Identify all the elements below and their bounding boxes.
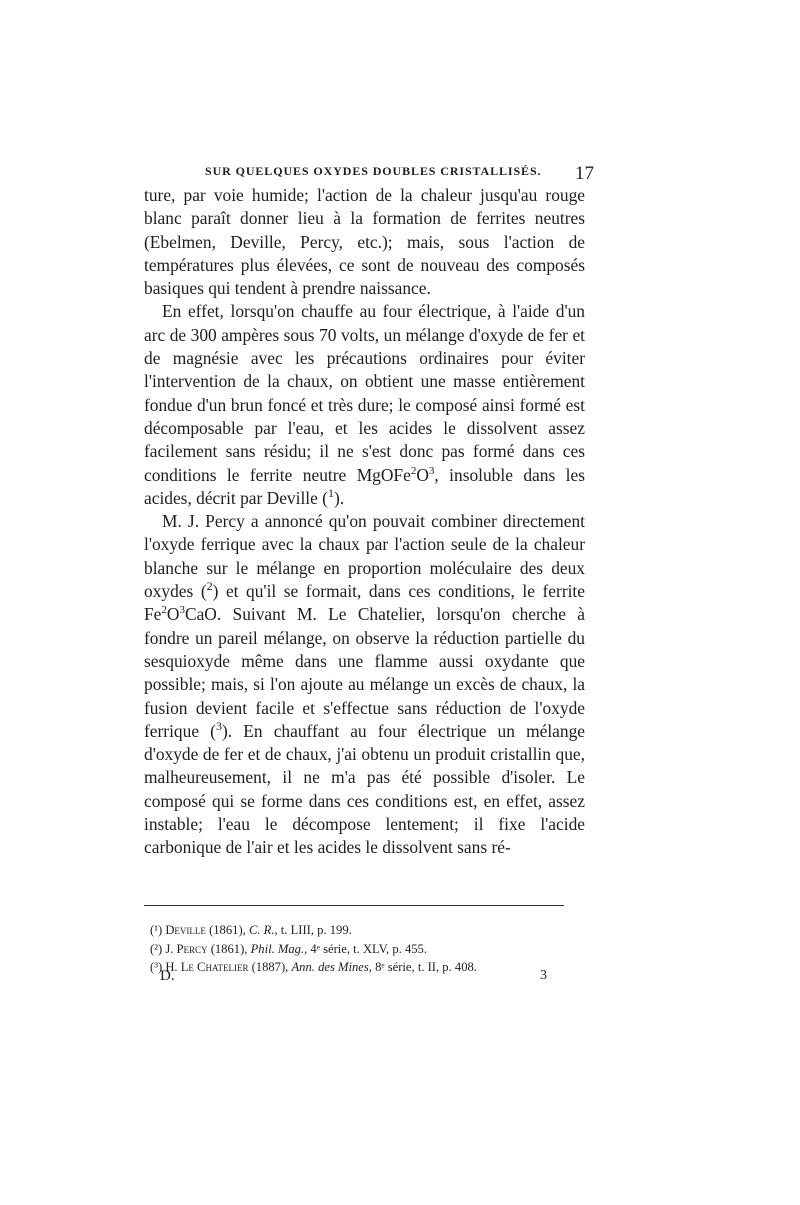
page-number: 17 — [575, 163, 594, 184]
footnote-ref-b: , 4ᵉ série, t. XLV, p. 455. — [304, 941, 427, 956]
body-text — [144, 184, 585, 860]
footnote-journal: Ann. des Mines — [291, 960, 369, 974]
sheet-number: 3 — [540, 968, 547, 983]
paragraph-2 — [144, 300, 585, 510]
footnote-author: H. Le Chatelier — [165, 960, 249, 974]
footnote-ref-a: (1887), — [248, 960, 292, 974]
footnote-ref-a: (1861), — [207, 941, 251, 956]
paragraph-3-text-a: M. J. Percy a annoncé qu'on pouvait combiner directement l'oxyde ferrique avec la chaux par l'action seule de la chaleur blanche sur le mélange en proportion moléculaire des deux oxydes ( — [144, 511, 585, 602]
paragraph-3 — [144, 510, 585, 859]
footnote-ref-b: , t. LIII, p. 199. — [274, 923, 352, 937]
paragraph-3-text-c: O — [166, 604, 180, 625]
paragraph-2-text-d: ). — [333, 487, 345, 508]
footnote-3 — [150, 958, 590, 977]
footnote-mark: (³) — [150, 960, 163, 974]
footnote-1 — [150, 921, 590, 940]
paragraph-3-text-e: ). En chauffant au four électrique un mélange d'oxyde de fer et de chaux, j'ai obtenu un produit cristallin que, malheureusement, il ne m'a pas été possible d'isoler. Le composé qui se forme dans ces conditions est, en effet, assez instable; l'eau le décompose lentement; il fixe l'acide carbonique de l'air et les acides le dissolvent sans ré- — [144, 720, 585, 858]
paragraph-2-text-a: En effet, lorsqu'on chauffe au four électrique, à l'aide d'un arc de 300 ampères sous 70 volts, un mélange d'oxyde de fer et de magnésie avec les précautions ordinaires pour éviter l'intervention de la chaux, on obtient une masse entièrement fondue d'un brun foncé et très dure; le composé ainsi formé est décomposable par l'eau, et les acides le dissolvent assez facilement sans résidu; il ne s'est donc pas formé dans ces conditions le ferrite neutre MgOFe — [144, 301, 585, 485]
paragraph-2-text-c: , insoluble dans les acides, décrit par Deville ( — [144, 464, 585, 508]
footnote-ref-b: , 8ᵉ série, t. II, p. 408. — [368, 960, 477, 974]
footnote-2 — [150, 940, 590, 959]
paragraph-3-text-b: ) et qu'il se formait, dans ces conditions, le ferrite Fe — [144, 581, 585, 625]
footnote-mark: (²) — [150, 941, 163, 956]
footnote-journal: C. R. — [248, 923, 275, 937]
paragraph-3-text-d: CaO. Suivant M. Le Chatelier, lorsqu'on cherche à fondre un pareil mélange, on observe la réduction partielle du sesquioxyde même dans une flamme aussi oxydante que possible; mais, si l'on ajoute au mélange un excès de chaux, la fusion devient facile et s'effectue sans réduction de l'oxyde ferrique ( — [144, 604, 585, 741]
signature-letter: D. — [160, 968, 175, 984]
formula-superscript: 3 — [179, 604, 185, 617]
formula-superscript: 3 — [428, 464, 435, 477]
footnote-journal: Phil. Mag. — [250, 941, 305, 956]
formula-superscript: 2 — [410, 464, 417, 477]
footnotes — [150, 921, 590, 977]
paragraph-2-text-b: O — [416, 464, 429, 485]
footnote-ref-a: (1861), — [205, 923, 249, 937]
footnote-author: J. Percy — [165, 941, 208, 956]
footnote-mark: (¹) — [150, 923, 163, 937]
footnote-separator — [144, 905, 564, 906]
running-title: SUR QUELQUES OXYDES DOUBLES CRISTALLISÉS. — [205, 164, 542, 178]
paragraph-1-text: ture, par voie humide; l'action de la chaleur jusqu'au rouge blanc paraît donner lieu à la formation de ferrites neutres (Ebelmen, Deville, Percy, etc.); mais, sous l'action de températures plus élevées, ce sont de nouveau des composés basiques qui tendent à prendre naissance. — [144, 185, 585, 299]
formula-superscript: 2 — [161, 604, 167, 617]
footnote-reference[interactable]: 1 — [327, 486, 334, 501]
footnote-reference[interactable]: 2 — [206, 579, 213, 594]
footnote-author: Deville — [165, 923, 206, 937]
paragraph-1 — [144, 184, 585, 300]
footnote-reference[interactable]: 3 — [215, 719, 222, 734]
